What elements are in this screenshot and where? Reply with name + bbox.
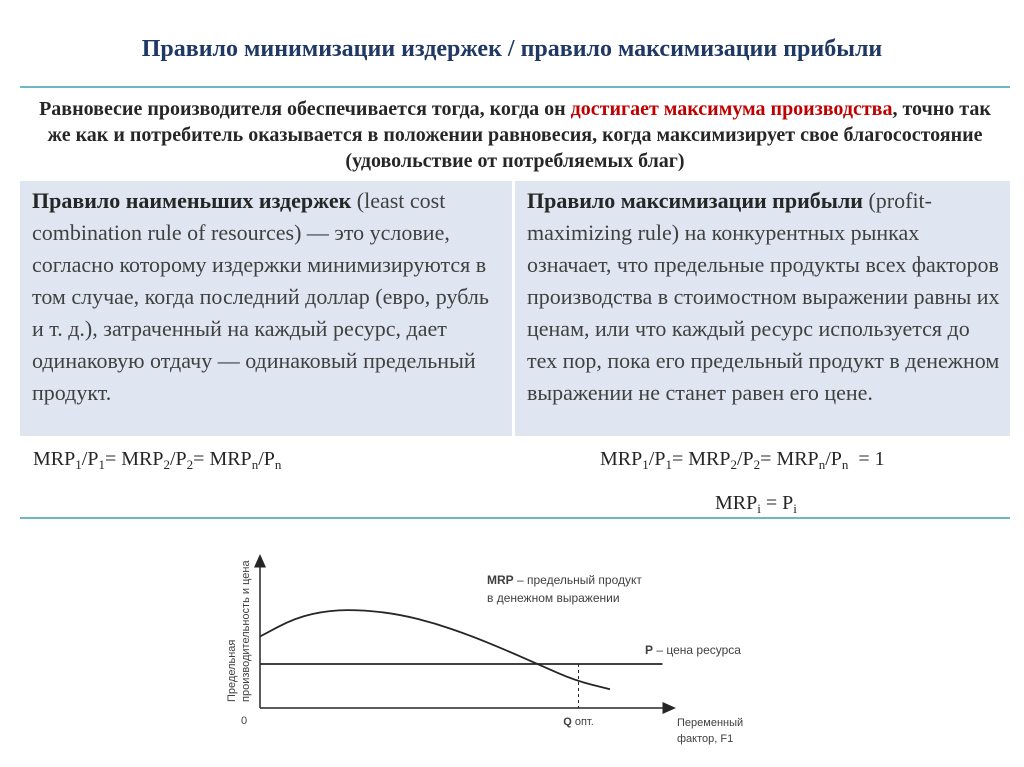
intro-part2: , точно так же как и потребитель оказывается в положении равновесия, когда максимизирует свое благосостояние (удовольствие от потребляемых благ) <box>47 98 991 172</box>
page-title: Правило минимизации издержек / правило максимизации прибыли <box>141 36 883 62</box>
profit-max-rule-title: Правило максимизации прибыли <box>527 188 863 213</box>
profit-max-rule-cell <box>515 181 1010 436</box>
intro-text <box>30 96 1000 174</box>
least-cost-rule-title: Правило наименьших издержек <box>32 188 352 213</box>
divider-top <box>20 86 1010 88</box>
x-axis-label-line1: Переменный <box>677 717 744 729</box>
price-series-label: P – цена ресурса <box>645 643 741 657</box>
mrp-series-line <box>260 610 610 689</box>
least-cost-rule-text: (least cost combination rule of resources) — это условие, согласно которому издержки минимизируются в том случае, когда последний доллар (евро, рубль и т. д.), затраченный на каждый ресурс, дает одинаковую отдачу — одинаковый предельный продукт. <box>32 188 489 405</box>
mrp-series-label-line2: в денежном выражении <box>487 591 620 605</box>
intro-highlight: достигает максимума производства <box>570 98 893 120</box>
least-cost-formula: $MRP_1/P_1= MRP_2/P_2= MRP_n/P_n$ <box>33 448 282 472</box>
profit-max-formula: $MRP_1/P_1= MRP_2/P_2= MRP_n/P_n = 1$ <box>600 448 885 472</box>
y-axis-label-line1: Предельная <box>226 639 238 702</box>
profit-max-rule-text: (profit-maximizing rule) на конкурентных рынках означает, что предельные продукты всех факторов производства в стоимостном выражении равны их ценам, или что каждый ресурс используется до тех пор, пока его предельный продукт в денежном выражении не станет равен его цене. <box>527 188 1000 405</box>
x-axis-label-line2: фактор, F1 <box>677 733 734 745</box>
q-opt-label: Q опт. <box>563 716 594 728</box>
origin-label: 0 <box>241 715 248 727</box>
divider-bottom <box>20 517 1010 519</box>
y-axis-label-line2: производительность и цена <box>240 560 252 702</box>
mrp-chart <box>205 522 785 767</box>
intro-part1: Равновесие производителя обеспечивается тогда, когда он <box>39 98 571 120</box>
mrp-series-label: MRP – предельный продукт <box>487 573 642 587</box>
mrp-equals-price-formula: $MRP_i = P_i$ <box>715 492 797 516</box>
least-cost-rule-cell <box>20 181 512 436</box>
